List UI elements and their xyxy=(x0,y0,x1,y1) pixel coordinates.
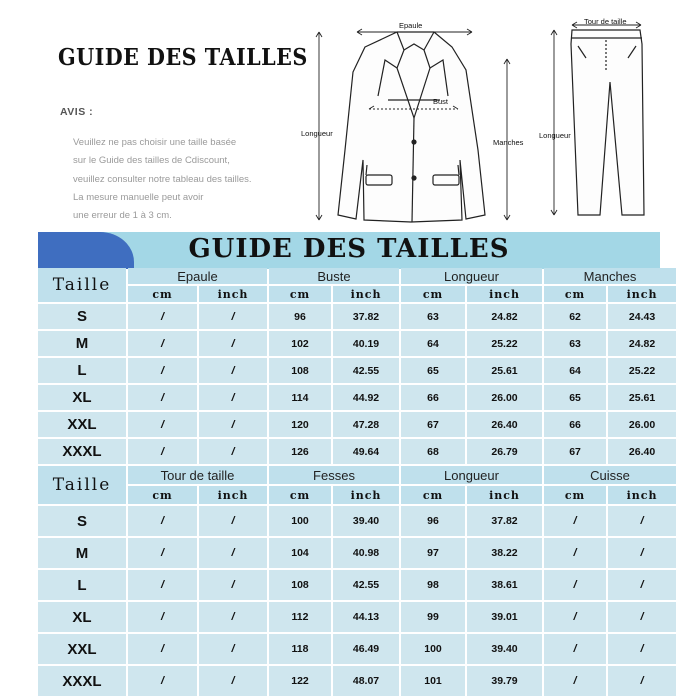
value-cell: / xyxy=(128,412,197,437)
value-cell: 104 xyxy=(269,538,331,568)
pants-icon xyxy=(571,30,644,215)
jacket-size-table xyxy=(36,266,678,466)
value-cell: / xyxy=(544,634,606,664)
value-cell: 118 xyxy=(269,634,331,664)
unit-header: inch xyxy=(333,286,399,302)
group-header: Manches xyxy=(544,268,676,284)
value-cell: 63 xyxy=(401,304,465,329)
value-cell: 97 xyxy=(401,538,465,568)
value-cell: 42.55 xyxy=(333,358,399,383)
group-header: Epaule xyxy=(128,268,267,284)
value-cell: 39.79 xyxy=(467,666,542,696)
pants-table-body xyxy=(38,506,676,696)
value-cell: 100 xyxy=(269,506,331,536)
group-header: Longueur xyxy=(401,268,542,284)
table-row xyxy=(38,506,676,536)
group-header: Longueur xyxy=(401,466,542,484)
value-cell: 65 xyxy=(544,385,606,410)
value-cell: / xyxy=(128,304,197,329)
value-cell: 26.00 xyxy=(467,385,542,410)
value-cell: 25.22 xyxy=(608,358,676,383)
value-cell: / xyxy=(128,331,197,356)
value-cell: 62 xyxy=(544,304,606,329)
value-cell: 46.49 xyxy=(333,634,399,664)
table-row xyxy=(38,304,676,329)
size-cell: XXXL xyxy=(38,439,126,464)
size-chart xyxy=(38,232,660,700)
value-cell: / xyxy=(199,385,267,410)
table-row xyxy=(38,331,676,356)
taille-header: Taille xyxy=(38,466,126,504)
unit-header: inch xyxy=(467,486,542,504)
value-cell: 100 xyxy=(401,634,465,664)
value-cell: 25.61 xyxy=(467,358,542,383)
size-cell: S xyxy=(38,506,126,536)
value-cell: / xyxy=(608,506,676,536)
group-header: Fesses xyxy=(269,466,399,484)
garment-illustration xyxy=(0,0,700,230)
table-row xyxy=(38,439,676,464)
value-cell: / xyxy=(128,439,197,464)
value-cell: 64 xyxy=(544,358,606,383)
value-cell: / xyxy=(199,412,267,437)
table-row xyxy=(38,570,676,600)
avis-line: La mesure manuelle peut avoir xyxy=(73,191,204,203)
value-cell: / xyxy=(128,358,197,383)
avis-line: une erreur de 1 à 3 cm. xyxy=(73,210,172,222)
value-cell: 26.40 xyxy=(467,412,542,437)
label-manches: Manches xyxy=(493,138,524,147)
unit-header: cm xyxy=(128,286,197,302)
table-title: GUIDE DES TAILLES xyxy=(188,234,510,264)
size-cell: M xyxy=(38,331,126,356)
value-cell: / xyxy=(544,570,606,600)
table-row xyxy=(38,602,676,632)
unit-header: inch xyxy=(467,286,542,302)
value-cell: 24.82 xyxy=(467,304,542,329)
size-cell: XXXL xyxy=(38,666,126,696)
value-cell: 26.00 xyxy=(608,412,676,437)
value-cell: 126 xyxy=(269,439,331,464)
table-row xyxy=(38,666,676,696)
label-longueur-pants: Longueur xyxy=(539,131,571,140)
value-cell: 39.40 xyxy=(467,634,542,664)
unit-header: inch xyxy=(333,486,399,504)
value-cell: 26.79 xyxy=(467,439,542,464)
avis-line: Veuillez ne pas choisir une taille basée xyxy=(73,137,237,148)
value-cell: / xyxy=(128,385,197,410)
group-header: Tour de taille xyxy=(128,466,267,484)
value-cell: 64 xyxy=(401,331,465,356)
value-cell: / xyxy=(199,358,267,383)
value-cell: 63 xyxy=(544,331,606,356)
value-cell: / xyxy=(128,634,197,664)
value-cell: 24.43 xyxy=(608,304,676,329)
top-section xyxy=(0,0,700,230)
value-cell: / xyxy=(608,634,676,664)
unit-header: cm xyxy=(269,286,331,302)
value-cell: 44.13 xyxy=(333,602,399,632)
value-cell: 98 xyxy=(401,570,465,600)
value-cell: 39.40 xyxy=(333,506,399,536)
value-cell: / xyxy=(608,538,676,568)
label-bust: Bust xyxy=(433,97,449,106)
value-cell: 40.19 xyxy=(333,331,399,356)
value-cell: 66 xyxy=(401,385,465,410)
value-cell: / xyxy=(608,666,676,696)
value-cell: 114 xyxy=(269,385,331,410)
unit-header: cm xyxy=(544,486,606,504)
value-cell: 99 xyxy=(401,602,465,632)
value-cell: 120 xyxy=(269,412,331,437)
unit-header: inch xyxy=(199,286,267,302)
title-band xyxy=(38,232,660,269)
unit-header: cm xyxy=(128,486,197,504)
avis-line: sur le Guide des tailles de Cdiscount, xyxy=(73,155,230,167)
table-row xyxy=(38,358,676,383)
size-cell: XXL xyxy=(38,412,126,437)
label-longueur-jacket: Longueur xyxy=(301,129,333,138)
value-cell: 39.01 xyxy=(467,602,542,632)
value-cell: 38.61 xyxy=(467,570,542,600)
avis-label: AVIS : xyxy=(60,106,94,118)
table-row xyxy=(38,538,676,568)
value-cell: 37.82 xyxy=(333,304,399,329)
value-cell: 96 xyxy=(401,506,465,536)
group-header: Cuisse xyxy=(544,466,676,484)
value-cell: 67 xyxy=(544,439,606,464)
value-cell: / xyxy=(199,570,267,600)
value-cell: 68 xyxy=(401,439,465,464)
taille-header: Taille xyxy=(38,268,126,302)
value-cell: 26.40 xyxy=(608,439,676,464)
unit-header: cm xyxy=(401,286,465,302)
value-cell: / xyxy=(128,666,197,696)
value-cell: 47.28 xyxy=(333,412,399,437)
unit-header: inch xyxy=(608,486,676,504)
size-cell: L xyxy=(38,358,126,383)
value-cell: 102 xyxy=(269,331,331,356)
table-row xyxy=(38,412,676,437)
value-cell: 101 xyxy=(401,666,465,696)
unit-header: inch xyxy=(608,286,676,302)
unit-header: cm xyxy=(401,486,465,504)
value-cell: 49.64 xyxy=(333,439,399,464)
value-cell: 42.55 xyxy=(333,570,399,600)
value-cell: / xyxy=(544,538,606,568)
value-cell: 37.82 xyxy=(467,506,542,536)
avis-line: veuillez consulter notre tableau des tailles. xyxy=(73,173,252,185)
size-cell: L xyxy=(38,570,126,600)
value-cell: 108 xyxy=(269,570,331,600)
value-cell: / xyxy=(608,570,676,600)
table-row xyxy=(38,634,676,664)
group-header: Buste xyxy=(269,268,399,284)
unit-header: cm xyxy=(544,286,606,302)
size-cell: S xyxy=(38,304,126,329)
pants-size-table xyxy=(36,464,678,698)
value-cell: 108 xyxy=(269,358,331,383)
size-cell: XL xyxy=(38,602,126,632)
value-cell: / xyxy=(544,666,606,696)
value-cell: / xyxy=(199,538,267,568)
value-cell: / xyxy=(608,602,676,632)
label-tour-de-taille: Tour de taille xyxy=(584,17,627,26)
value-cell: / xyxy=(544,506,606,536)
value-cell: 38.22 xyxy=(467,538,542,568)
value-cell: / xyxy=(199,439,267,464)
value-cell: 122 xyxy=(269,666,331,696)
value-cell: 67 xyxy=(401,412,465,437)
page-title: GUIDE DES TAILLES xyxy=(58,44,308,71)
table-row xyxy=(38,385,676,410)
value-cell: 66 xyxy=(544,412,606,437)
value-cell: / xyxy=(199,506,267,536)
value-cell: 25.61 xyxy=(608,385,676,410)
size-cell: XL xyxy=(38,385,126,410)
value-cell: 24.82 xyxy=(608,331,676,356)
value-cell: 112 xyxy=(269,602,331,632)
value-cell: 44.92 xyxy=(333,385,399,410)
value-cell: / xyxy=(199,634,267,664)
value-cell: 96 xyxy=(269,304,331,329)
value-cell: / xyxy=(544,602,606,632)
value-cell: / xyxy=(199,304,267,329)
value-cell: / xyxy=(199,331,267,356)
value-cell: 25.22 xyxy=(467,331,542,356)
value-cell: / xyxy=(128,506,197,536)
value-cell: / xyxy=(128,602,197,632)
size-cell: XXL xyxy=(38,634,126,664)
value-cell: / xyxy=(199,602,267,632)
jacket-table-body xyxy=(38,304,676,464)
value-cell: / xyxy=(199,666,267,696)
label-epaule: Epaule xyxy=(399,21,423,30)
value-cell: 65 xyxy=(401,358,465,383)
value-cell: 40.98 xyxy=(333,538,399,568)
unit-header: inch xyxy=(199,486,267,504)
value-cell: 48.07 xyxy=(333,666,399,696)
value-cell: / xyxy=(128,538,197,568)
unit-header: cm xyxy=(269,486,331,504)
value-cell: / xyxy=(128,570,197,600)
jacket-icon xyxy=(338,32,485,222)
size-cell: M xyxy=(38,538,126,568)
